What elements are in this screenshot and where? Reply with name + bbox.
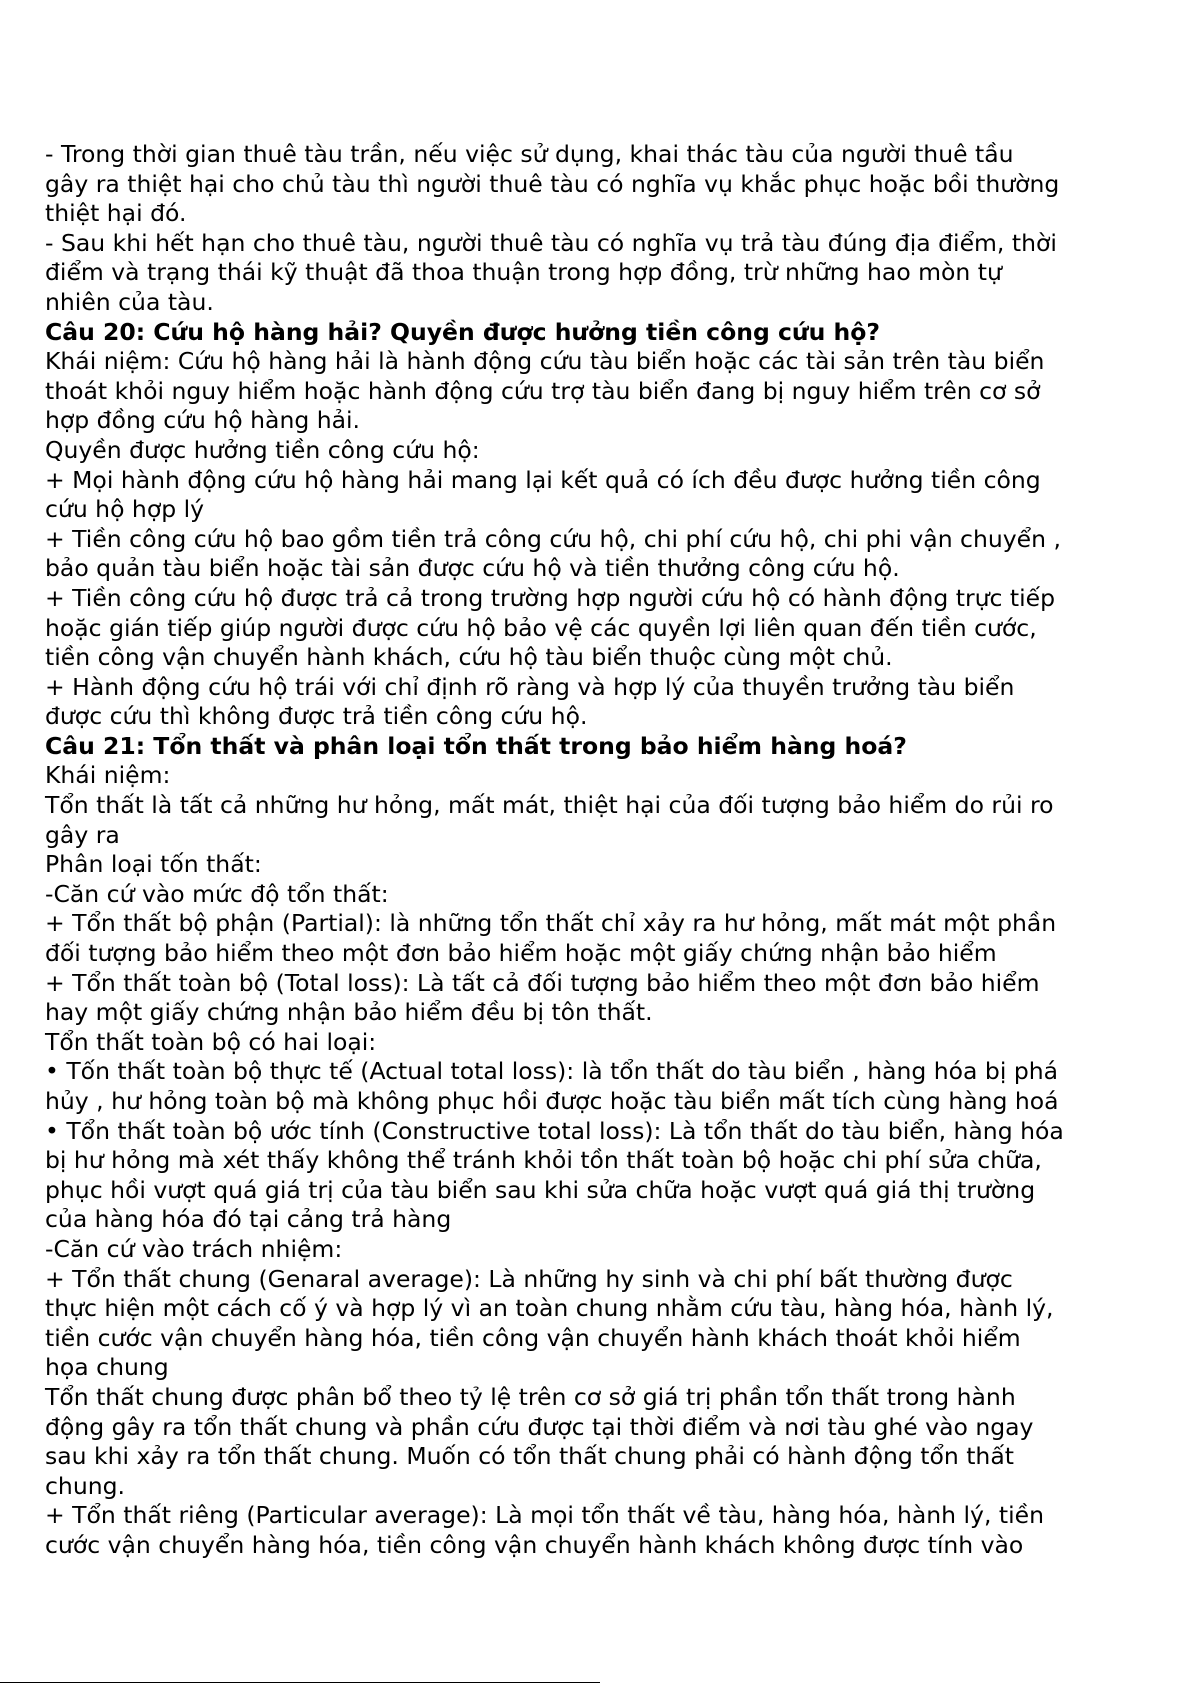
text-line: thoát khỏi nguy hiểm hoặc hành động cứu trợ tàu biển đang bị nguy hiểm trên cơ sở — [45, 376, 1041, 405]
text-line: hay một giấy chứng nhận bảo hiểm đều bị tôn thất. — [45, 998, 653, 1027]
text-line: - Sau khi hết hạn cho thuê tàu, người thuê tàu có nghĩa vụ trả tàu đúng địa điểm, thời — [45, 228, 1057, 257]
text-line: sau khi xảy ra tổn thất chung. Muốn có tổn thất chung phải có hành động tổn thất — [45, 1442, 1014, 1471]
text-line: • Tổn thất toàn bộ ước tính (Constructive total loss): Là tổn thất do tàu biển, hàng hóa — [45, 1116, 1064, 1145]
text-line: phục hồi vượt quá giá trị của tàu biển sau khi sửa chữa hoặc vượt quá giá thị trường — [45, 1175, 1036, 1204]
text-line: hợp đồng cứu hộ hàng hải. — [45, 406, 361, 435]
text-line: đối tượng bảo hiểm theo một đơn bảo hiểm hoặc một giấy chứng nhận bảo hiểm — [45, 939, 997, 968]
text-line: điểm và trạng thái kỹ thuật đã thoa thuận trong hợp đồng, trừ những hao mòn tự — [45, 258, 1002, 287]
section-heading: Câu 21: Tổn thất và phân loại tổn thất trong bảo hiểm hàng hoá? — [45, 731, 907, 760]
text-line: + Tổn thất riêng (Particular average): Là mọi tổn thất về tàu, hàng hóa, hành lý, tiền — [45, 1501, 1044, 1530]
text-line: + Tổn thất toàn bộ (Total loss): Là tất cả đối tượng bảo hiểm theo một đơn bảo hiểm — [45, 968, 1040, 997]
text-line: Quyền được hưởng tiền công cứu hộ: — [45, 435, 480, 464]
text-line: Khái niệm: Cứu hộ hàng hải là hành động cứu tàu biển hoặc các tài sản trên tàu biển — [45, 347, 1045, 376]
text-line: cứu hộ hợp lý — [45, 495, 205, 524]
text-line: + Tiền công cứu hộ được trả cả trong trường hợp người cứu hộ có hành động trực tiếp — [45, 583, 1056, 612]
text-line: hoặc gián tiếp giúp người được cứu hộ bảo vệ các quyền lợi liên quan đến tiền cước, — [45, 613, 1037, 642]
text-line: được cứu thì không được trả tiền công cứu hộ. — [45, 702, 588, 731]
text-line: Tổn thất là tất cả những hư hỏng, mất mát, thiệt hại của đối tượng bảo hiểm do rủi ro — [45, 791, 1054, 820]
text-line: - Trong thời gian thuê tàu trần, nếu việc sử dụng, khai thác tàu của người thuê tầu — [45, 140, 1014, 168]
text-line: hủy , hư hỏng toàn bộ mà không phục hồi được hoặc tàu biển mất tích cùng hàng hoá — [45, 1087, 1059, 1115]
document-body — [45, 140, 1155, 1561]
text-line: thực hiện một cách cố ý và hợp lý vì an toàn chung nhằm cứu tàu, hàng hóa, hành lý, — [45, 1294, 1054, 1323]
text-line: cước vận chuyển hàng hóa, tiền công vận chuyển hành khách không được tính vào — [45, 1530, 1024, 1559]
text-line: tiền công vận chuyển hành khách, cứu hộ tàu biển thuộc cùng một chủ. — [45, 643, 893, 672]
text-line: họa chung — [45, 1353, 169, 1382]
text-line: chung. — [45, 1471, 125, 1500]
text-line: -Căn cứ vào trách nhiệm: — [45, 1234, 343, 1263]
text-line: + Tiền công cứu hộ bao gồm tiền trả công cứu hộ, chi phí cứu hộ, chi phi vận chuyển , — [45, 524, 1061, 553]
text-line: + Mọi hành động cứu hộ hàng hải mang lại kết quả có ích đều được hưởng tiền công — [45, 465, 1041, 494]
text-line: gây ra — [45, 820, 120, 849]
text-line: Khái niệm: — [45, 761, 171, 790]
text-line: động gây ra tổn thất chung và phần cứu được tại thời điểm và nơi tàu ghé vào ngay — [45, 1412, 1034, 1441]
section-heading: Câu 20: Cứu hộ hàng hải? Quyền được hưởng tiền công cứu hộ? — [45, 317, 881, 346]
text-line: Tổn thất toàn bộ có hai loại: — [45, 1027, 377, 1056]
text-line: Phân loại tốn thất: — [45, 850, 262, 879]
text-line: + Tổn thất bộ phận (Partial): là những tổn thất chỉ xảy ra hư hỏng, mất mát một phần — [45, 909, 1057, 938]
text-line: Tổn thất chung được phân bổ theo tỷ lệ trên cơ sở giá trị phần tổn thất trong hành — [45, 1382, 1016, 1411]
footer-divider — [0, 1682, 600, 1683]
text-line: nhiên của tàu. — [45, 287, 214, 316]
text-line: bảo quản tàu biển hoặc tài sản được cứu hộ và tiền thưởng công cứu hộ. — [45, 554, 900, 583]
text-line: + Hành động cứu hộ trái với chỉ định rõ ràng và hợp lý của thuyền trưởng tàu biển — [45, 672, 1015, 701]
text-line: -Căn cứ vào mức độ tổn thất: — [45, 879, 389, 908]
text-line: của hàng hóa đó tại cảng trả hàng — [45, 1205, 452, 1234]
text-line: thiệt hại đó. — [45, 199, 187, 228]
text-line: bị hư hỏng mà xét thấy không thể tránh khỏi tồn thất toàn bộ hoặc chi phí sửa chữa, — [45, 1146, 1042, 1175]
text-line: + Tổn thất chung (Genaral average): Là những hy sinh và chi phí bất thường được — [45, 1264, 1013, 1293]
text-line: gây ra thiệt hại cho chủ tàu thì người thuê tàu có nghĩa vụ khắc phục hoặc bồi thường — [45, 169, 1060, 198]
text-line: tiền cước vận chuyển hàng hóa, tiền công vận chuyển hành khách thoát khỏi hiểm — [45, 1323, 1021, 1352]
text-line: • Tốn thất toàn bộ thực tế (Actual total loss): là tổn thất do tàu biển , hàng hóa bị phá — [45, 1057, 1059, 1086]
